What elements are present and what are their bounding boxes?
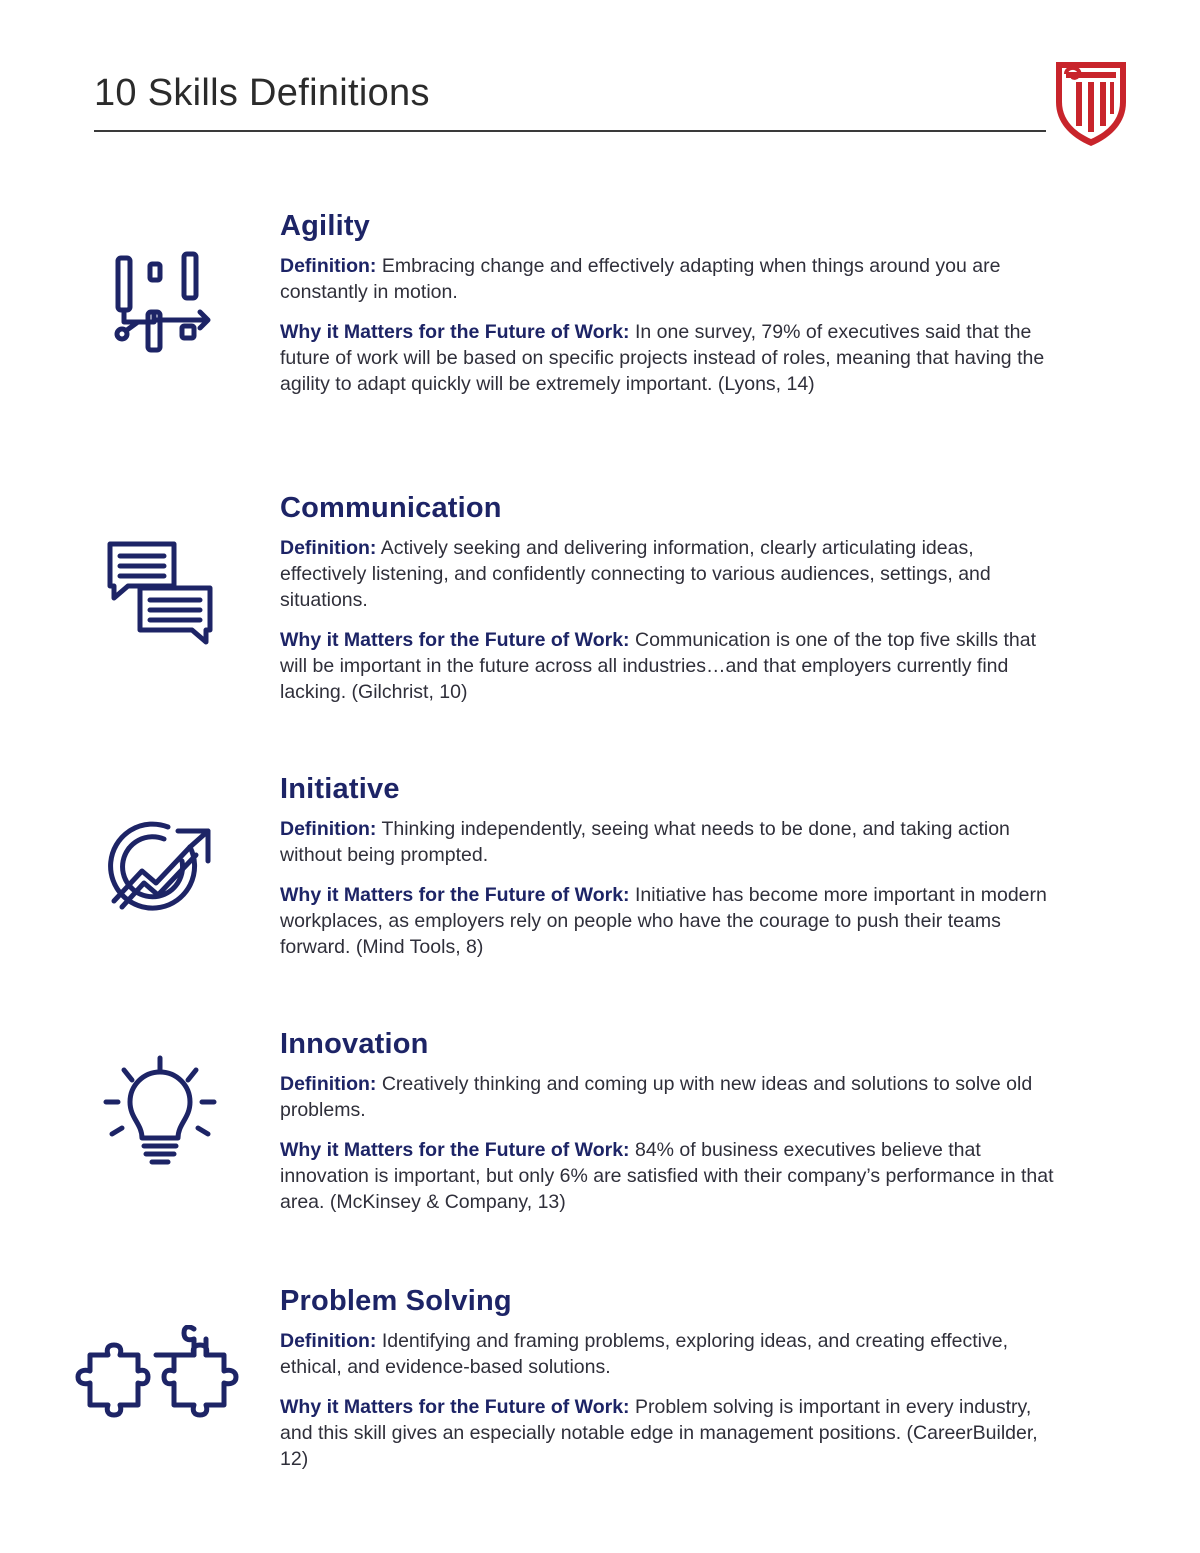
growth-arrow-icon — [104, 817, 218, 917]
definition-text: Thinking independently, seeing what needs to be done, and taking action without being prompted. — [280, 818, 1010, 866]
agility-icon — [108, 250, 218, 360]
puzzle-pieces-icon — [70, 1325, 244, 1435]
definition-label: Definition: — [280, 255, 377, 277]
definition-paragraph — [280, 253, 1060, 305]
why-paragraph — [280, 1394, 1060, 1472]
why-paragraph — [280, 882, 1060, 960]
definition-label: Definition: — [280, 1330, 377, 1352]
why-paragraph — [280, 319, 1060, 397]
why-text: Problem solving is important in every industry, and this skill gives an especially notable edge in management positions. (CareerBuilder, 12) — [280, 1396, 1038, 1470]
why-label: Why it Matters for the Future of Work: — [280, 884, 630, 906]
why-text: In one survey, 79% of executives said that the future of work will be based on specific projects instead of roles, meaning that having the agility to adapt quickly will be extremely important. (Lyons, 14) — [280, 321, 1045, 395]
skill-heading: Communication — [280, 492, 502, 524]
definition-label: Definition: — [280, 818, 377, 840]
definition-label: Definition: — [280, 1073, 377, 1095]
definition-label: Definition: — [280, 537, 377, 559]
definition-text: Actively seeking and delivering information, clearly articulating ideas, effectively listening, and confidently connecting to various audiences, settings, and situations. — [280, 537, 991, 611]
why-paragraph — [280, 1137, 1060, 1215]
shield-column-logo — [1050, 52, 1132, 148]
why-text: Communication is one of the top five skills that will be important in the future across all industries…and that employers currently find lacking. (Gilchrist, 10) — [280, 629, 1037, 703]
why-label: Why it Matters for the Future of Work: — [280, 1139, 630, 1161]
why-paragraph — [280, 627, 1060, 705]
skill-heading: Innovation — [280, 1028, 429, 1060]
skill-heading: Problem Solving — [280, 1285, 512, 1317]
definition-text: Identifying and framing problems, exploring ideas, and creating effective, ethical, and evidence-based solutions. — [280, 1330, 1008, 1378]
why-label: Why it Matters for the Future of Work: — [280, 321, 630, 343]
definition-text: Embracing change and effectively adapting when things around you are constantly in motion. — [280, 255, 1001, 303]
why-label: Why it Matters for the Future of Work: — [280, 1396, 630, 1418]
skill-heading: Initiative — [280, 773, 400, 805]
skill-heading: Agility — [280, 210, 371, 242]
chat-bubbles-icon — [102, 538, 218, 648]
definition-paragraph — [280, 535, 1060, 613]
definition-paragraph — [280, 816, 1060, 868]
definition-paragraph — [280, 1071, 1060, 1123]
why-label: Why it Matters for the Future of Work: — [280, 629, 630, 651]
definition-text: Creatively thinking and coming up with new ideas and solutions to solve old problems. — [280, 1073, 1033, 1121]
title-divider — [94, 130, 1046, 132]
why-text: 84% of business executives believe that innovation is important, but only 6% are satisfied with their company’s performance in that area. (McKinsey & Company, 13) — [280, 1139, 1054, 1213]
lightbulb-icon — [102, 1054, 218, 1172]
page-title: 10 Skills Definitions — [94, 72, 430, 114]
why-text: Initiative has become more important in modern workplaces, as employers rely on people who have the courage to push their teams forward. (Mind Tools, 8) — [280, 884, 1047, 958]
definition-paragraph — [280, 1328, 1060, 1380]
